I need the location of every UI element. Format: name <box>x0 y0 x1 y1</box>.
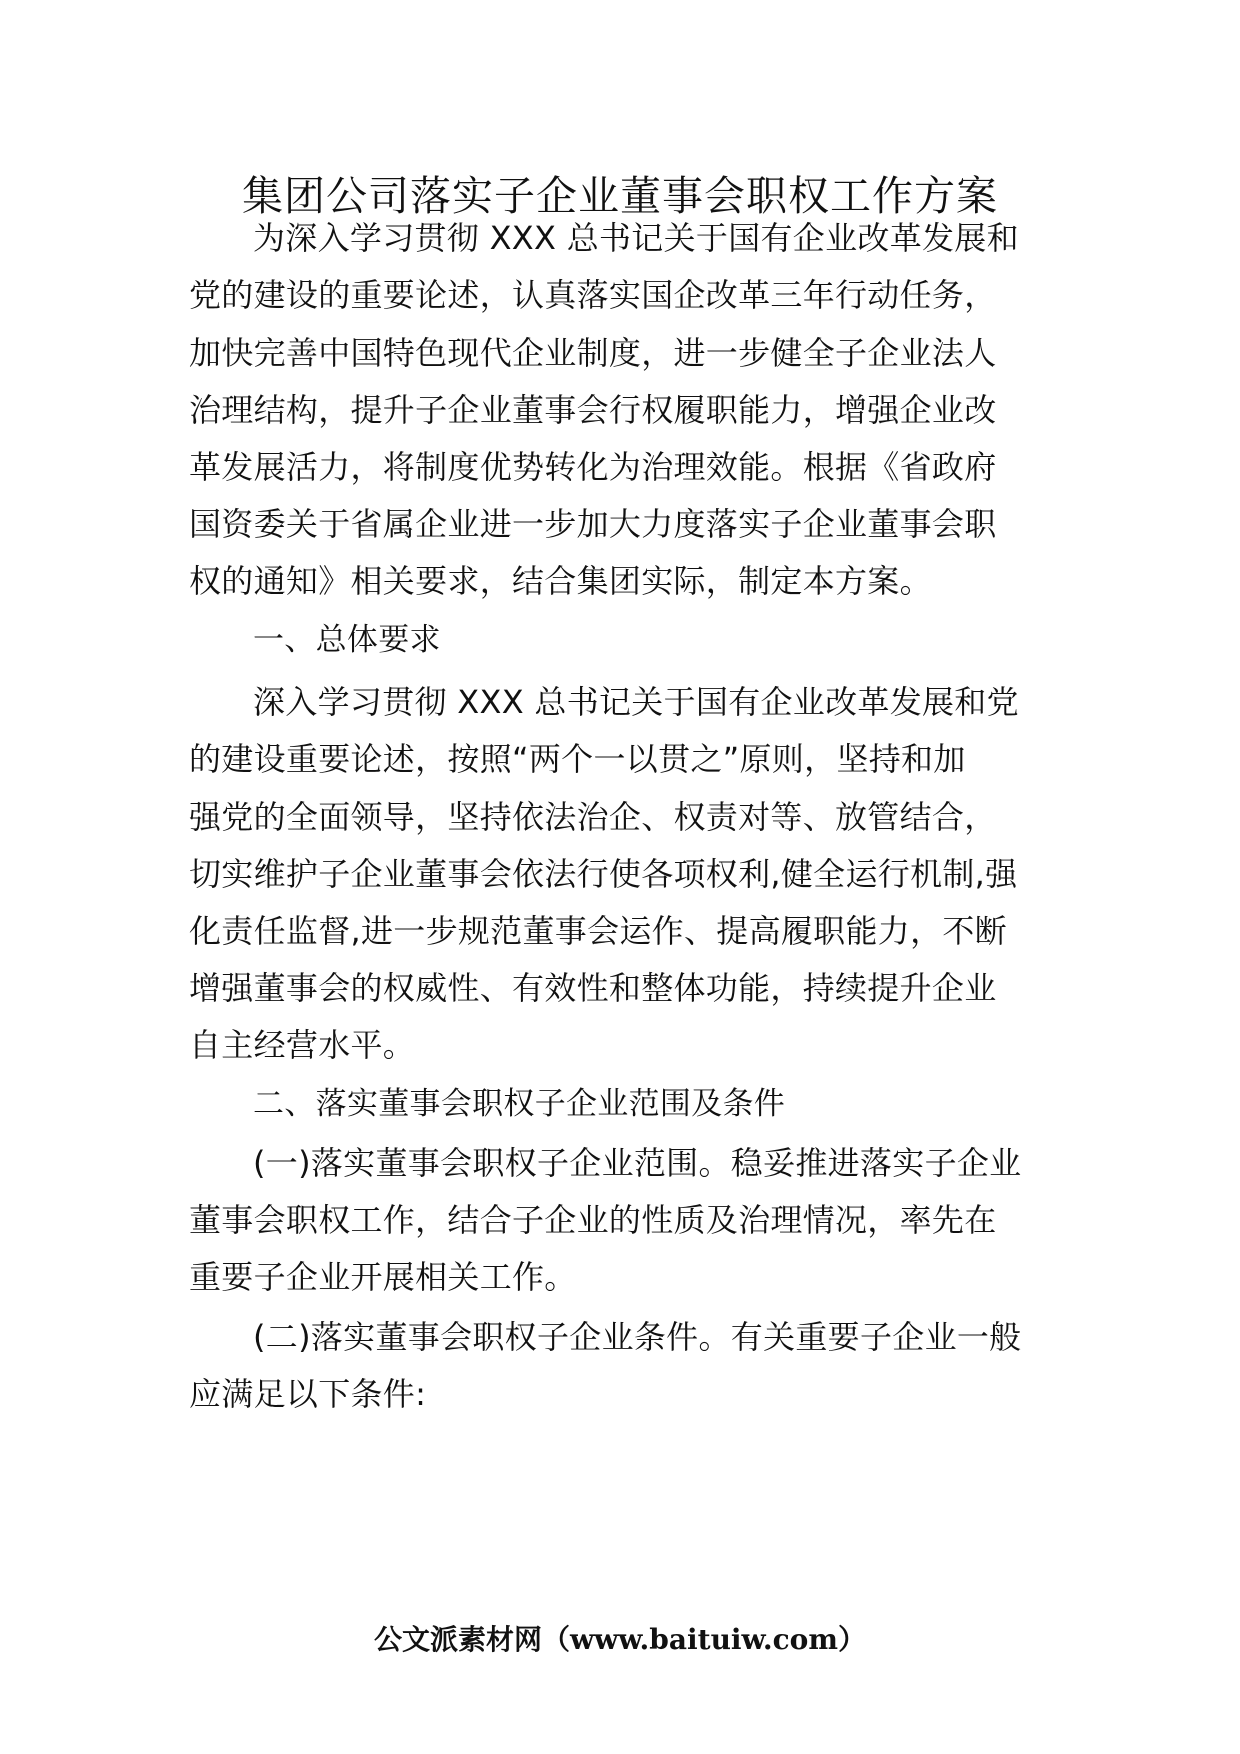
paragraph-1-line-5: 革发展活力，将制度优势转化为治理效能。根据《省政府 <box>189 448 997 486</box>
paragraph-1-line-7: 权的通知》相关要求，结合集团实际，制定本方案。 <box>189 562 932 600</box>
paragraph-1-line-4: 治理结构，提升子企业董事会行权履职能力，增强企业改 <box>189 391 997 429</box>
paragraph-1-line-6: 国资委关于省属企业进一步加大力度落实子企业董事会职 <box>189 505 997 543</box>
paragraph-1-line-3: 加快完善中国特色现代企业制度，进一步健全子企业法人 <box>189 334 997 372</box>
paragraph-3-line-1: (一)落实董事会职权子企业范围。稳妥推进落实子企业 <box>253 1144 1022 1182</box>
paragraph-2-line-2: 的建设重要论述，按照“两个一以贯之”原则，坚持和加 <box>189 740 966 778</box>
paragraph-3-line-3: 重要子企业开展相关工作。 <box>189 1258 577 1296</box>
document-title: 集团公司落实子企业董事会职权工作方案 <box>242 172 998 220</box>
paragraph-4-line-2: 应满足以下条件: <box>189 1375 427 1413</box>
section-heading-1: 一、总体要求 <box>253 622 441 658</box>
paragraph-2-line-3: 强党的全面领导，坚持依法治企、权责对等、放管结合， <box>189 798 997 836</box>
paragraph-4-line-1: (二)落实董事会职权子企业条件。有关重要子企业一般 <box>253 1318 1022 1356</box>
section-heading-2: 二、落实董事会职权子企业范围及条件 <box>253 1086 786 1122</box>
paragraph-3-line-2: 董事会职权工作，结合子企业的性质及治理情况，率先在 <box>189 1201 997 1239</box>
footer-watermark: 公文派素材网（www.baituiw.com） <box>374 1623 866 1656</box>
paragraph-2-line-7: 自主经营水平。 <box>189 1026 416 1064</box>
paragraph-1-line-1: 为深入学习贯彻 XXX 总书记关于国有企业改革发展和 <box>253 219 1019 257</box>
paragraph-2-line-4: 切实维护子企业董事会依法行使各项权利,健全运行机制,强 <box>189 855 1018 893</box>
paragraph-2-line-5: 化责任监督,进一步规范董事会运作、提高履职能力，不断 <box>189 912 1007 950</box>
paragraph-2-line-1: 深入学习贯彻 XXX 总书记关于国有企业改革发展和党 <box>253 683 1019 721</box>
paragraph-1-line-2: 党的建设的重要论述，认真落实国企改革三年行动任务， <box>189 276 997 314</box>
paragraph-2-line-6: 增强董事会的权威性、有效性和整体功能，持续提升企业 <box>189 969 997 1007</box>
